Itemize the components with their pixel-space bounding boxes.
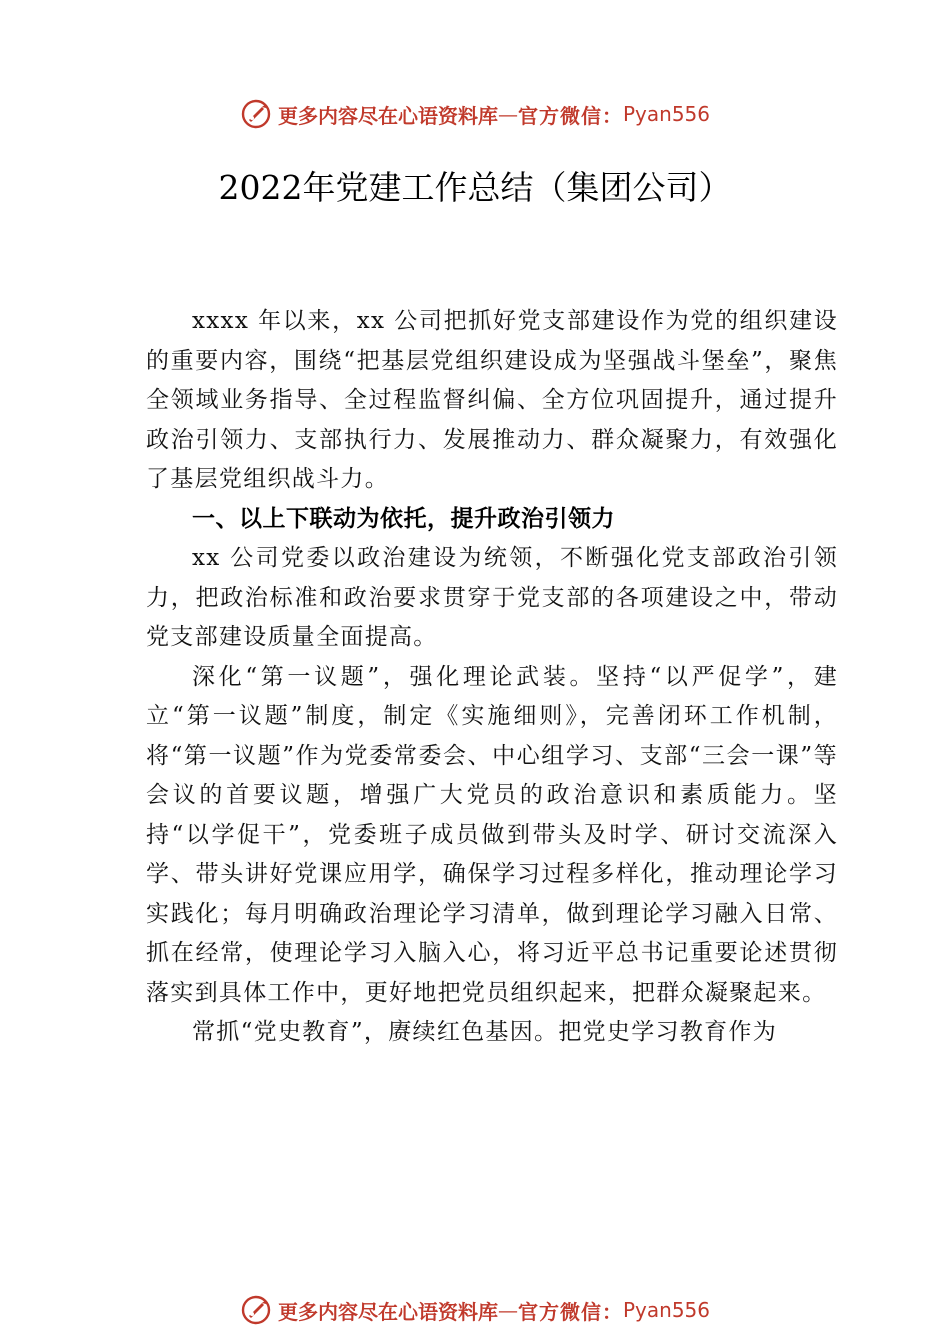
banner-wechat-id: Pyan556 (622, 1298, 710, 1322)
banner-wechat-label: 官方微信： (517, 103, 623, 128)
banner-dash: — (497, 102, 518, 126)
banner-slogan: 更多内容尽在心语资料库 (277, 103, 498, 128)
banner-wechat-id: Pyan556 (622, 102, 710, 126)
header-banner (0, 94, 950, 134)
quill-seal-icon (240, 1294, 272, 1326)
paragraph-section-1-intro: xx 公司党委以政治建设为统领，不断强化党支部政治引领力，把政治标准和政治要求贯穿于党支部的各项建设之中，带动党支部建设质量全面提高。 (146, 545, 838, 650)
document-body (146, 302, 838, 1053)
paragraph-first-agenda: 深化“第一议题”，强化理论武装。坚持“以严促学”，建立“第一议题”制度，制定《实施细则》，完善闭环工作机制，将“第一议题”作为党委常委会、中心组学习、支部“三会一课”等会议的首要议题，增强广大党员的政治意识和素质能力。坚持“以学促干”，党委班子成员做到带头及时学、研讨交流深入学、带头讲好党课应用学，确保学习过程多样化，推动理论学习实践化；每月明确政治理论学习清单，做到理论学习融入日常、抓在经常，使理论学习入脑入心，将习近平总书记重要论述贯彻落实到具体工作中，更好地把党员组织起来，把群众凝聚起来。 (146, 663, 838, 1006)
banner-wechat-label: 官方微信： (517, 1299, 623, 1324)
footer-banner (0, 1290, 950, 1330)
section-heading-1: 一、以上下联动为依托，提升政治引领力 (192, 505, 615, 532)
paragraph-intro: xxxx 年以来，xx 公司把抓好党支部建设作为党的组织建设的重要内容，围绕“把基层党组织建设成为坚强战斗堡垒”，聚焦全领域业务指导、全过程监督纠偏、全方位巩固提升，通过提升政治引领力、支部执行力、发展推动力、群众凝聚力，有效强化了基层党组织战斗力。 (146, 308, 838, 492)
banner-slogan: 更多内容尽在心语资料库 (277, 1299, 498, 1324)
document-title: 2022年党建工作总结（集团公司） (218, 168, 732, 207)
quill-seal-icon (240, 98, 272, 130)
paragraph-party-history: 常抓“党史教育”，赓续红色基因。把党史学习教育作为 (192, 1019, 778, 1045)
banner-dash: — (497, 1298, 518, 1322)
